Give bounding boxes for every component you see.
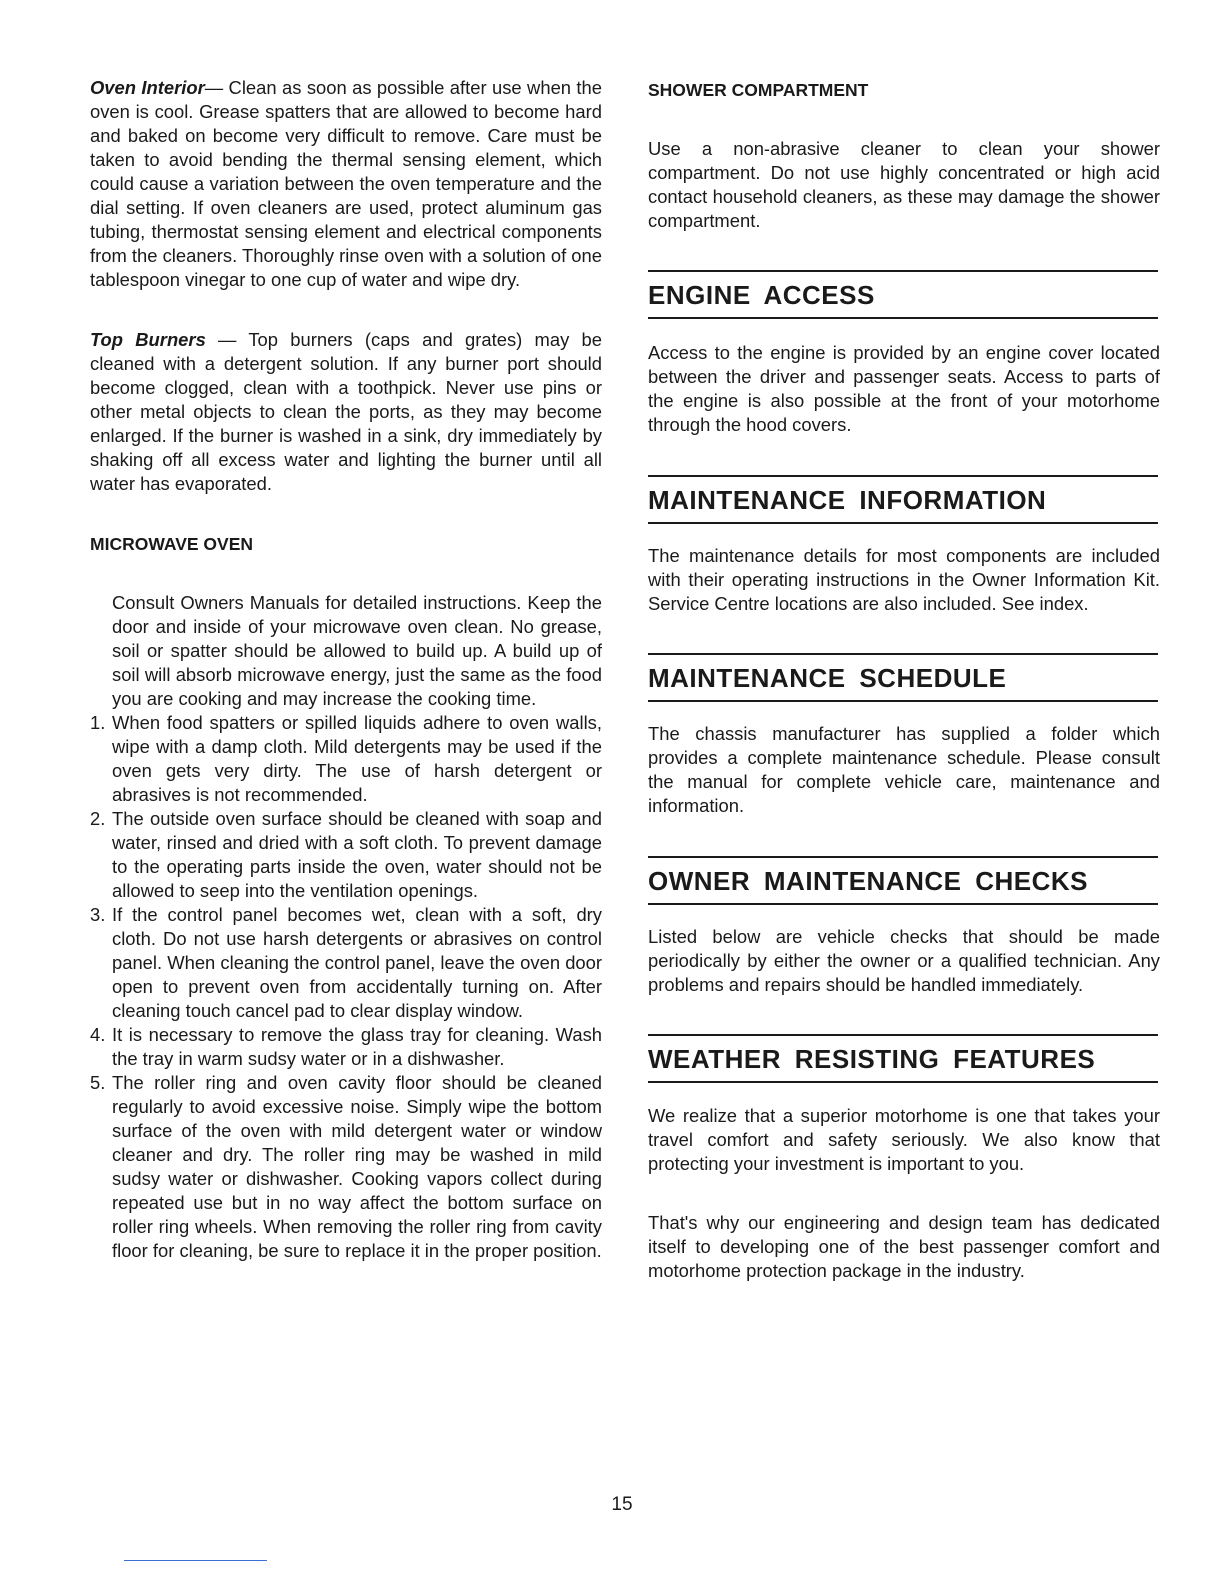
maintenance-schedule-text: The chassis manufacturer has supplied a folder which provides a complete maintenance schedule. Please consult the manual for complete vehicle care, maintenance and information. bbox=[648, 723, 1160, 816]
page-number: 15 bbox=[611, 1494, 633, 1515]
oven-interior-paragraph bbox=[90, 76, 602, 292]
oven-interior-lead: Oven Interior bbox=[90, 77, 205, 98]
weather-text-2: That's why our engineering and design team has dedicated itself to developing one of the best passenger comfort and motorhome protection package in the industry. bbox=[648, 1212, 1160, 1281]
weather-title: WEATHER RESISTING FEATURES bbox=[648, 1036, 1158, 1083]
microwave-heading: MICROWAVE OVEN bbox=[90, 534, 254, 554]
maintenance-schedule-title: MAINTENANCE SCHEDULE bbox=[648, 655, 1158, 702]
left-column bbox=[90, 76, 602, 1263]
list-item: 3. If the control panel becomes wet, clean with a soft, dry cloth. Do not use harsh detergents or abrasives on control panel. When cleaning the control panel, leave the oven door open to prevent oven from accidentally turning on. After cleaning touch cancel pad to clear display window. bbox=[90, 904, 602, 1021]
shower-heading: SHOWER COMPARTMENT bbox=[648, 80, 869, 100]
maintenance-info-text: The maintenance details for most components are included with their operating instructions in the Owner Information Kit. Service Centre locations are also included. See index. bbox=[648, 545, 1160, 614]
list-item: 4. It is necessary to remove the glass tray for cleaning. Wash the tray in warm sudsy water or in a dishwasher. bbox=[90, 1024, 602, 1069]
maintenance-schedule-section bbox=[648, 653, 1158, 702]
list-item: 5. The roller ring and oven cavity floor should be cleaned regularly to avoid excessive noise. Simply wipe the bottom surface of the oven with mild detergent water or window cleaner and dry. The roller ring may be washed in mild sudsy water or dishwasher. Cooking vapors collect during repeated use but in no way affect the bottom surface on roller ring wheels. When removing the roller ring from cavity floor for cleaning, be sure to replace it in the proper position. bbox=[90, 1072, 602, 1261]
weather-text-1: We realize that a superior motorhome is one that takes your travel comfort and safety seriously. We also know that protecting your investment is important to you. bbox=[648, 1105, 1160, 1174]
shower-text: Use a non-abrasive cleaner to clean your shower compartment. Do not use highly concentrated or high acid contact household cleaners, as these may damage the shower compartment. bbox=[648, 138, 1160, 231]
weather-section bbox=[648, 1034, 1158, 1083]
list-item: 1. When food spatters or spilled liquids adhere to oven walls, wipe with a damp cloth. Mild detergents may be used if the oven gets very dirty. The use of harsh detergent or abrasives is not recommended. bbox=[90, 712, 602, 805]
top-burners-text: — Top burners (caps and grates) may be cleaned with a detergent solution. If any burner port should become clogged, clean with a toothpick. Never use pins or other metal objects to clean the ports, as they may become enlarged. If the burner is washed in a sink, dry immediately by shaking off all excess water and lighting the burner until all water has evaporated. bbox=[90, 329, 602, 494]
owner-checks-section bbox=[648, 856, 1158, 905]
owner-checks-title: OWNER MAINTENANCE CHECKS bbox=[648, 858, 1158, 905]
owner-checks-text: Listed below are vehicle checks that should be made periodically by either the owner or a qualified technician. Any problems and repairs should be handled immediately. bbox=[648, 926, 1160, 995]
maintenance-info-section bbox=[648, 475, 1158, 524]
microwave-steps-list bbox=[90, 711, 602, 1263]
maintenance-info-title: MAINTENANCE INFORMATION bbox=[648, 477, 1158, 524]
footer-divider bbox=[124, 1560, 267, 1561]
engine-access-section bbox=[648, 270, 1158, 319]
top-burners-paragraph bbox=[90, 328, 602, 496]
engine-access-title: ENGINE ACCESS bbox=[648, 272, 1158, 319]
oven-interior-text: — Clean as soon as possible after use when the oven is cool. Grease spatters that are allowed to become hard and baked on become very difficult to remove. Care must be taken to avoid bending the thermal sensing element, which could cause a variation between the oven temperature and the dial setting. If oven cleaners are used, protect aluminum gas tubing, thermostat sensing element and electrical components from the cleaners. Thoroughly rinse oven with a solution of one tablespoon vinegar to one cup of water and wipe dry. bbox=[90, 77, 602, 290]
top-burners-lead: Top Burners bbox=[90, 329, 206, 350]
engine-access-text: Access to the engine is provided by an engine cover located between the driver and passenger seats. Access to parts of the engine is also possible at the front of your motorhome through the hood covers. bbox=[648, 342, 1160, 435]
list-item: 2. The outside oven surface should be cleaned with soap and water, rinsed and dried with a soft cloth. To prevent damage to the operating parts inside the oven, water should not be allowed to seep into the ventilation openings. bbox=[90, 808, 602, 901]
microwave-intro: Consult Owners Manuals for detailed instructions. Keep the door and inside of your microwave oven clean. No grease, soil or spatter should be allowed to build up. A build up of soil will absorb microwave energy, just the same as the food you are cooking and may increase the cooking time. bbox=[112, 592, 602, 709]
